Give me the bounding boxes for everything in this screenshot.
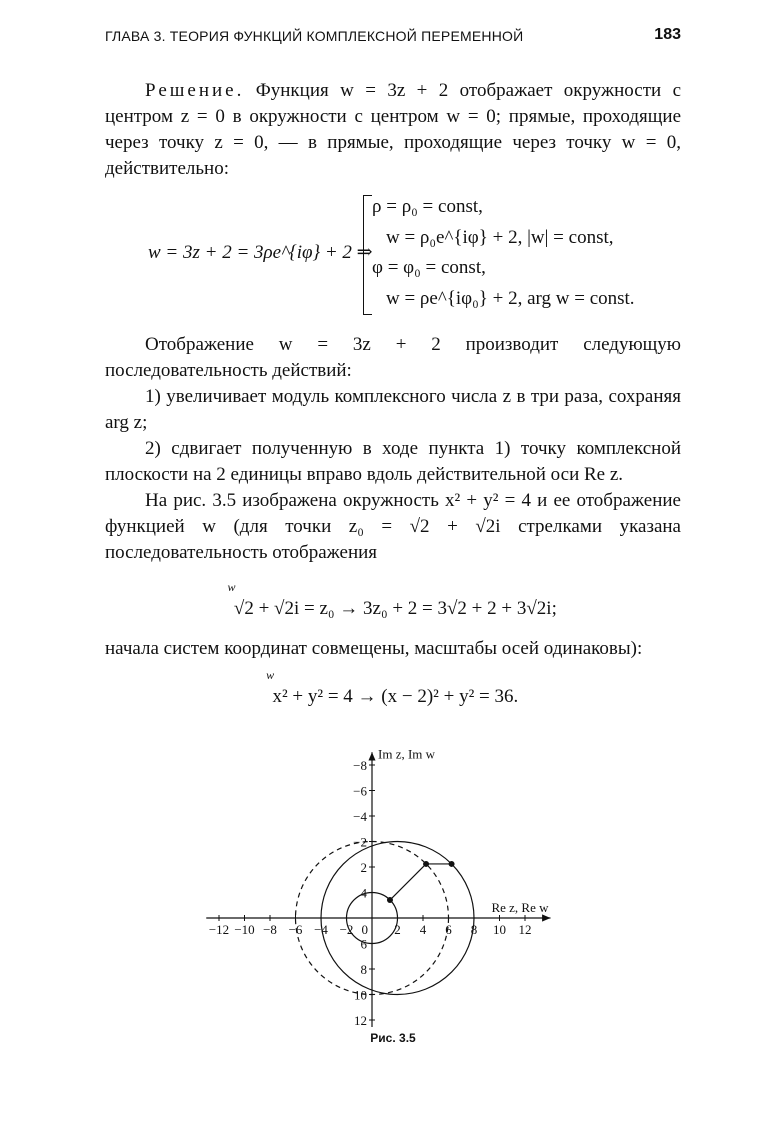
page-number: 183: [654, 26, 681, 43]
formula-2-text: x² + y² = 4 → (x − 2)² + y² = 36.: [272, 686, 519, 707]
origin-label: 0: [361, 922, 368, 937]
x-tick-label: −2: [339, 922, 354, 937]
x-tick-label: 4: [419, 922, 427, 937]
formula-1-text: √2 + √2i = z₀ → 3z₀ + 2 = 3√2 + 2 + 3√2i;: [233, 598, 557, 619]
system-line-2: w = ρ₀e^{iφ} + 2, |w| = const,: [386, 227, 614, 248]
formula-point-mapping: [105, 580, 681, 620]
y-tick-label: −8: [353, 758, 367, 773]
system-line-4: w = ρe^{iφ₀} + 2, arg w = const.: [386, 288, 635, 309]
x-axis-label: Re z, Re w: [491, 900, 549, 915]
system-line-1: ρ = ρ₀ = const,: [372, 196, 483, 217]
paragraph-axes-text: начала систем координат совмещены, масштабы осей одинаковы):: [105, 638, 643, 659]
y-tick-label: 12: [354, 1013, 367, 1027]
system-bracket: [363, 195, 372, 315]
y-axis-label: Im z, Im w: [378, 746, 436, 762]
solution-paragraph: [105, 78, 681, 182]
running-head: ГЛАВА 3. ТЕОРИЯ ФУНКЦИЙ КОМПЛЕКСНОЙ ПЕРЕМЕННОЙ: [105, 28, 524, 44]
y-tick-label: −2: [353, 834, 367, 850]
system-line-3: φ = φ₀ = const,: [372, 257, 486, 278]
y-tick-label: 4: [360, 885, 367, 901]
page-header: [105, 24, 681, 50]
x-tick-label: 6: [445, 922, 452, 937]
paragraph-step-1: 1) увеличивает модуль комплексного числа z в три раза, сохраняя arg z;: [105, 386, 681, 433]
x-tick-label: −10: [234, 922, 255, 937]
y-tick-label: −6: [353, 783, 367, 799]
x-tick-label: 10: [493, 922, 506, 937]
body-text: [105, 332, 681, 566]
mapping-point: [423, 861, 429, 867]
paragraph-mapping: Отображение w = 3z + 2 производит следующую последовательность действий:: [105, 334, 681, 381]
mapping-point: [449, 861, 455, 867]
mapping-segment: [390, 864, 426, 900]
arrow-label-w-2: w: [266, 668, 275, 682]
arrow-label-w-1: w: [227, 580, 236, 594]
mapping-point: [387, 897, 393, 903]
paragraph-step-2: 2) сдвигает полученную в ходе пункта 1) точку комплексной плоскости на 2 единицы вправо вдоль действительной оси Re z.: [105, 438, 681, 485]
y-tick-label: 2: [360, 860, 367, 875]
y-tick-label: 6: [360, 936, 367, 952]
figure-3-5: [195, 722, 575, 1027]
paragraph-axes-note: [105, 636, 681, 662]
x-tick-label: 8: [470, 922, 478, 937]
x-tick-label: −8: [263, 922, 277, 937]
y-tick-label: 8: [360, 962, 367, 977]
x-tick-label: 2: [394, 922, 401, 937]
x-tick-label: −6: [288, 922, 303, 937]
y-tick-label: −4: [353, 809, 367, 824]
system-left-side: w = 3z + 2 = 3ρe^{iφ} + 2 ⇒: [148, 242, 373, 263]
paragraph-figure-ref: На рис. 3.5 изображена окружность x² + y² = 4 и ее отображение функцией w (для точки z₀ = √2 + √2i стрелками указана последовательность отображения: [105, 490, 681, 563]
x-tick-label: −4: [314, 922, 328, 937]
solution-label: Решение.: [145, 80, 245, 101]
solution-text: Функция w = 3z + 2 отображает окружности с центром z = 0 в окружности с центром w = 0; прямые, проходящие через точку z = 0, — в прямые, проходящие через точку w = 0, действительно:: [105, 80, 682, 179]
figure-caption: Рис. 3.5: [370, 1031, 416, 1045]
y-tick-label: 10: [354, 987, 367, 1003]
x-tick-label: 12: [518, 922, 532, 937]
formula-circle-mapping: [105, 668, 681, 708]
x-tick-label: −12: [208, 922, 230, 937]
